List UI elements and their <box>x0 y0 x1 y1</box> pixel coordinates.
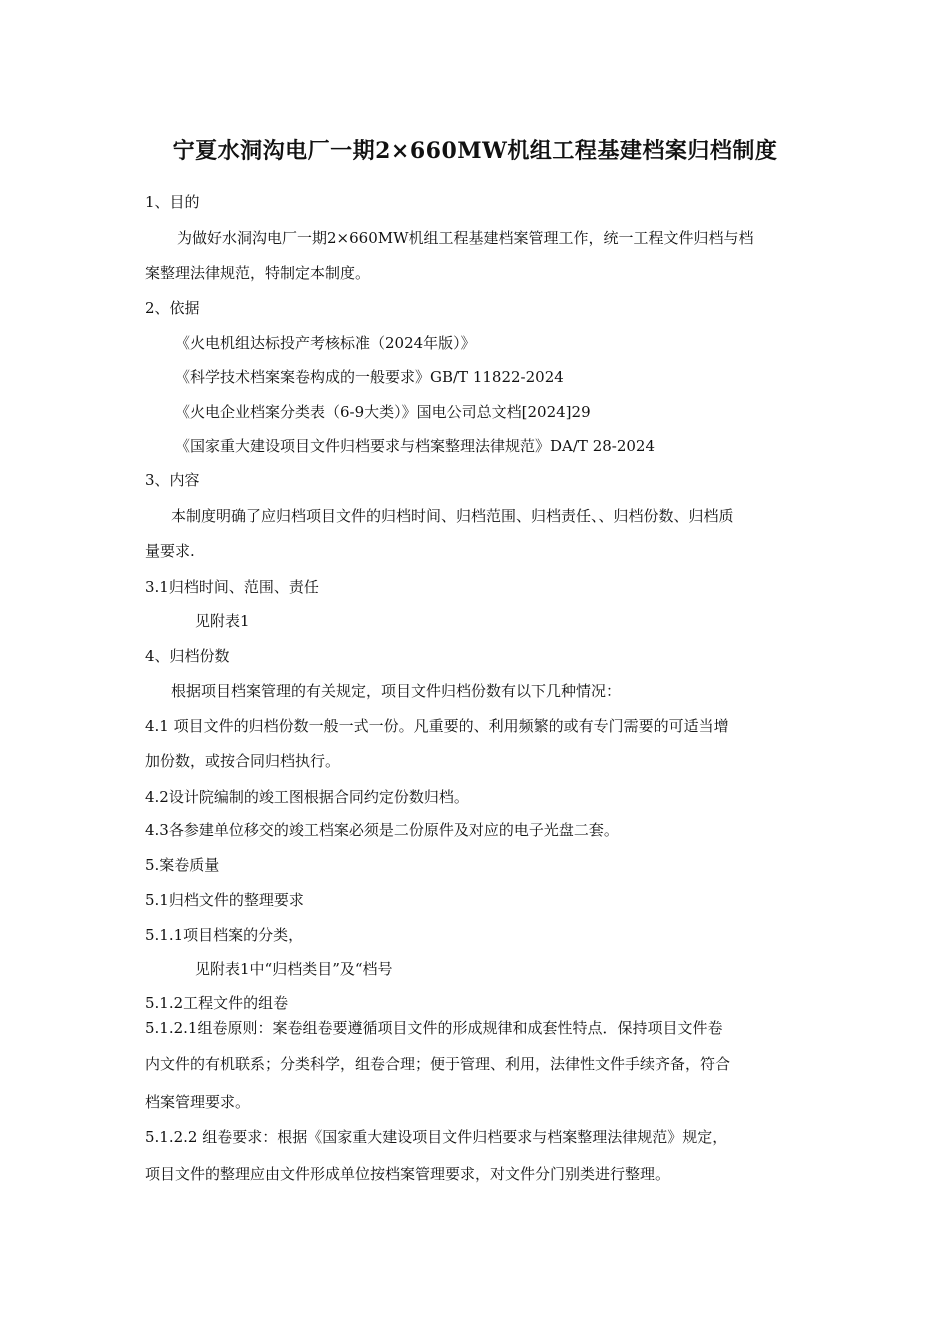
section-heading-basis: 2、依据 <box>145 299 200 317</box>
paragraph-line: 见附表1 <box>195 612 250 630</box>
paragraph-line: 加份数，或按合同归档执行。 <box>145 752 341 770</box>
section-heading-copies: 4、归档份数 <box>145 647 230 665</box>
paragraph-line: 5.1.2.1组卷原则：案卷组卷要遵循项目文件的形成规律和成套性特点．保持项目文件卷 <box>145 1019 723 1037</box>
subsection-heading: 5.1归档文件的整理要求 <box>145 891 304 909</box>
paragraph-line: 为做好水洞沟电厂一期2×660MW机组工程基建档案管理工作，统一工程文件归档与档 <box>177 229 754 247</box>
subsection-heading: 5.1.2工程文件的组卷 <box>145 994 289 1012</box>
section-heading-content: 3、内容 <box>145 471 200 489</box>
paragraph-line: 档案管理要求。 <box>145 1093 251 1111</box>
section-heading-quality: 5.案卷质量 <box>145 856 220 874</box>
paragraph-line: 见附表1中“归档类目”及“档号 <box>195 960 393 978</box>
paragraph-line: 4.3各参建单位移交的竣工档案必须是二份原件及对应的电子光盘二套。 <box>145 821 619 839</box>
section-heading-purpose: 1、目的 <box>145 193 200 211</box>
paragraph-line: 根据项目档案管理的有关规定，项目文件归档份数有以下几种情况： <box>171 682 622 700</box>
paragraph-line: 5.1.2.2 组卷要求：根据《国家重大建设项目文件归档要求与档案整理法律规范》规定， <box>145 1128 728 1146</box>
paragraph-line: 内文件的有机联系；分类科学，组卷合理；便于管理、利用，法律性文件手续齐备，符合 <box>145 1055 731 1073</box>
paragraph-line: 4.1 项目文件的归档份数一般一式一份。凡重要的、利用频繁的或有专门需要的可适当增 <box>145 717 729 735</box>
document-title: 宁夏水洞沟电厂一期2×660MW机组工程基建档案归档制度 <box>172 138 778 164</box>
reference-item: 《火电机组达标投产考核标准（2024年版）》 <box>175 334 476 352</box>
reference-item: 《科学技术档案案卷构成的一般要求》GB/T 11822-2024 <box>175 368 564 386</box>
subsection-heading: 5.1.1项目档案的分类， <box>145 926 304 944</box>
reference-item: 《国家重大建设项目文件归档要求与档案整理法律规范》DA/T 28-2024 <box>175 437 656 455</box>
paragraph-line: 本制度明确了应归档项目文件的归档时间、归档范围、归档责任、、归档份数、归档质 <box>171 507 734 525</box>
paragraph-line: 案整理法律规范，特制定本制度。 <box>145 264 371 282</box>
reference-item: 《火电企业档案分类表（6-9大类）》国电公司总文档[2024]29 <box>175 403 591 421</box>
paragraph-line: 项目文件的整理应由文件形成单位按档案管理要求，对文件分门别类进行整理。 <box>145 1165 671 1183</box>
paragraph-line: 量要求. <box>145 542 195 560</box>
subsection-heading: 3.1归档时间、范围、责任 <box>145 578 319 596</box>
paragraph-line: 4.2设计院编制的竣工图根据合同约定份数归档。 <box>145 788 469 806</box>
